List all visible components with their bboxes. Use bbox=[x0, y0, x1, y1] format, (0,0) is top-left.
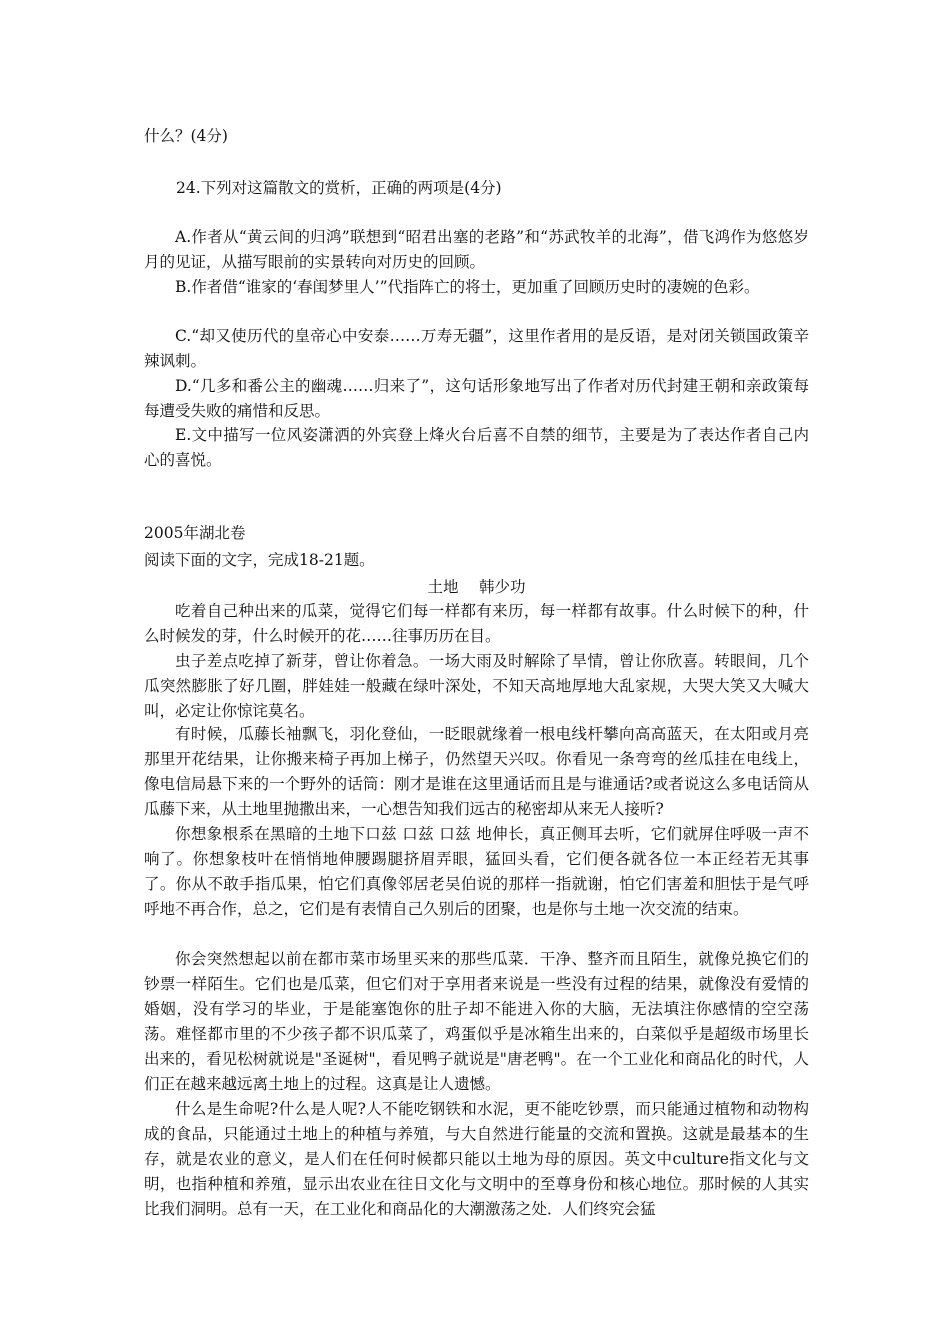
q24-option-b: B.作者借“谁家的‘春闺梦里人’”代指阵亡的将士，更加重了回顾历史时的凄婉的色彩。 bbox=[175, 278, 760, 296]
article-paragraph: 你想象根系在黑暗的土地下口兹 口兹 口兹 地伸长，真正侧耳去听，它们就屏住呼吸一声不响了。你想象枝叶在悄悄地伸腰踢腿挤眉弄眼，猛回头看，它们便各就各位一本正经若无其事了。你从不敢手指瓜果，怕它们真像邻居老吴伯说的那样一指就谢，怕它们害羞和胆怯于是气呼呼地不再合作，总之，它们是有表情自己久别后的团聚，也是你与土地一次交流的结束。 bbox=[144, 825, 809, 918]
article-paragraph: 吃着自己种出来的瓜菜，觉得它们每一样都有来历，每一样都有故事。什么时候下的种，什么时候发的芽，什么时候开的花……往事历历在目。 bbox=[144, 602, 809, 645]
article-paragraph: 有时候，瓜藤长袖飘飞，羽化登仙，一眨眼就缘着一根电线杆攀向高高蓝天，在太阳或月亮那里开花结果，让你搬来椅子再加上梯子，仍然望天兴叹。你看见一条弯弯的丝瓜挂在电线上，像电信局悬下来的一个野外的话筒：刚才是谁在这里通话而且是与谁通话?或者说这么多电话筒从瓜藤下来，从土地里抛撒出来，一心想告知我们远古的秘密却从来无人接听? bbox=[144, 725, 809, 818]
q23-tail: 什么？(4分) bbox=[144, 127, 228, 145]
article-paragraph: 虫子差点吃掉了新芽，曾让你着急。一场大雨及时解除了旱情，曾让你欣喜。转眼间，几个瓜突然膨胀了好几圈，胖娃娃一般藏在绿叶深处，不知天高地厚地大乱家规，大哭大笑又大喊大叫，必定让你惊诧莫名。 bbox=[144, 652, 809, 720]
q24-option-d: D.“几多和番公主的幽魂……归来了”，这句话形象地写出了作者对历代封建王朝和亲政策每每遭受失败的痛惜和反思。 bbox=[144, 377, 809, 420]
q24-stem: 24.下列对这篇散文的赏析，正确的两项是(4分) bbox=[176, 179, 502, 197]
q24-option-e: E.文中描写一位风姿潇洒的外宾登上烽火台后喜不自禁的细节，主要是为了表达作者自己内心的喜悦。 bbox=[144, 426, 809, 469]
q24-option-a: A.作者从“黄云间的归鸿”联想到“昭君出塞的老路”和“苏武牧羊的北海”，借飞鸿作为悠悠岁月的见证，从描写眼前的实景转向对历史的回顾。 bbox=[144, 228, 809, 271]
q24-option-c: C.“却又使历代的皇帝心中安泰……万寿无疆”，这里作者用的是反语，是对闭关锁国政策辛辣讽刺。 bbox=[144, 327, 809, 370]
section-heading: 2005年湖北卷 bbox=[144, 524, 246, 542]
section-instruction: 阅读下面的文字，完成18-21题。 bbox=[144, 551, 375, 569]
article-paragraph: 你会突然想起以前在都市菜市场里买来的那些瓜菜．干净、整齐而且陌生，就像兑换它们的钞票一样陌生。它们也是瓜菜，但它们对于享用者来说是一些没有过程的结果，就像没有爱情的婚姻，没有学习的毕业，于是能塞饱你的肚子却不能进入你的大脑，无法填注你感情的空空荡荡。难怪都市里的不少孩子都不识瓜菜了，鸡蛋似乎是冰箱生出来的，白菜似乎是超级市场里长出来的，看见松树就说是"圣诞树"，看见鸭子就说是"唐老鸭"。在一个工业化和商品化的时代，人们正在越来越远离土地上的过程。这真是让人遗憾。 bbox=[144, 950, 809, 1093]
article-title: 土地 韩少功 bbox=[427, 578, 526, 596]
article-paragraph: 什么是生命呢?什么是人呢?人不能吃钢铁和水泥，更不能吃钞票，而只能通过植物和动物构成的食品，只能通过土地上的种植与养殖，与大自然进行能量的交流和置换。这就是最基本的生存，就是农业的意义，是人们在任何时候都只能以土地为母的原因。英文中culture指文化与文明，也指种植和养殖，显示出农业在往日文化与文明中的至尊身份和核心地位。那时候的人其实比我们洞明。总有一天，在工业化和商品化的大潮激荡之处．人们终究会猛 bbox=[144, 1100, 809, 1218]
